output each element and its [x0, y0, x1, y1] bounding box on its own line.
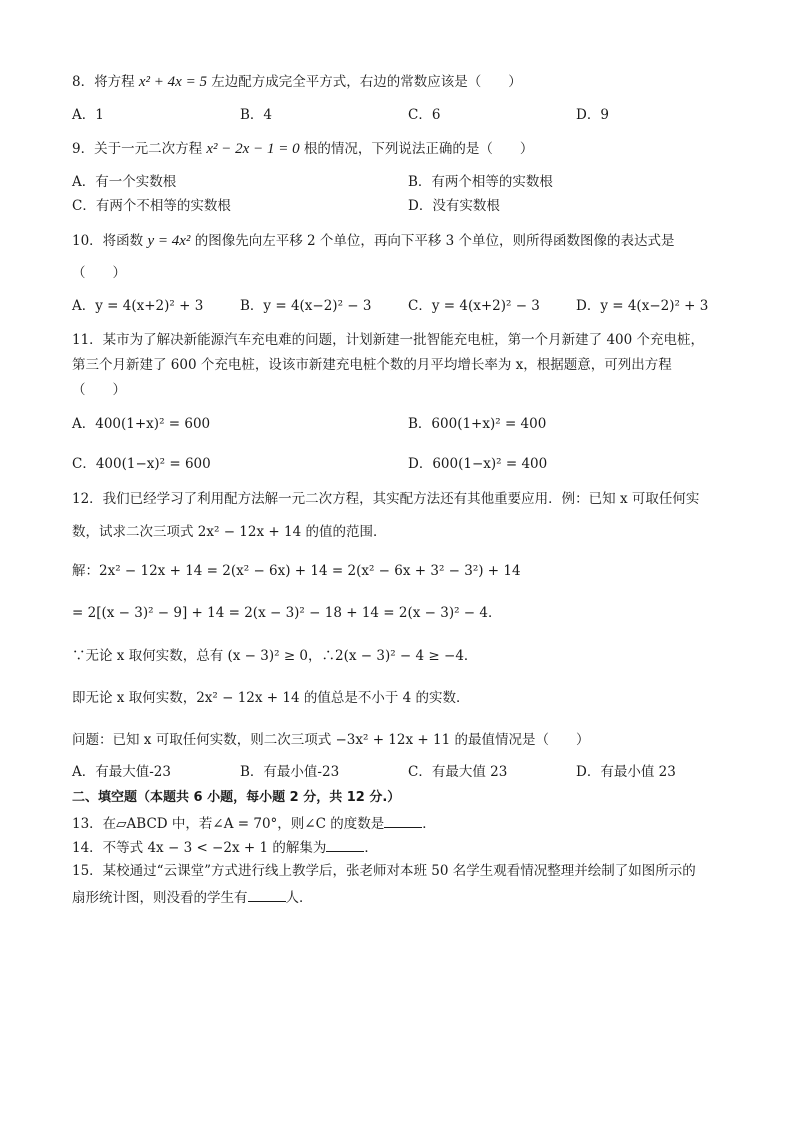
q14-answer-blank[interactable] — [326, 837, 364, 852]
q10-option-d: D．y = 4(x−2)² + 3 — [576, 298, 709, 314]
q13-stem — [72, 813, 436, 834]
q12-solution-1: 解：2x² − 12x + 14 = 2(x² − 6x) + 14 = 2(x² − 6x + 3² − 3²) + 14 — [72, 563, 521, 579]
q15-end: 人． — [285, 890, 313, 906]
q10-option-b: B．y = 4(x−2)² − 3 — [240, 298, 372, 314]
q14-end: ． — [364, 840, 378, 856]
q11-option-a: A．400(1+x)² = 600 — [72, 416, 211, 432]
q15-line2: 扇形统计图，则没看的学生有 — [72, 890, 248, 906]
q8-option-d: D．9 — [576, 107, 609, 123]
q12-solution-3: ∵无论 x 取何实数，总有 (x − 3)² ≥ 0，∴2(x − 3)² − 4 ≥ −4． — [72, 648, 478, 664]
q11-option-d: D．600(1−x)² = 400 — [408, 456, 548, 472]
q11-line2: 第三个月新建了 600 个充电桩，设该市新建充电桩个数的月平均增长率为 x，根据题意，可列出方程 — [72, 357, 672, 373]
q10-stem — [72, 231, 675, 251]
q8-option-c: C．6 — [408, 107, 441, 123]
q13-answer-blank[interactable] — [384, 813, 422, 828]
q9-option-b: B．有两个相等的实数根 — [408, 174, 553, 190]
section-2-heading: 二、填空题（本题共 6 小题，每小题 2 分，共 12 分.） — [72, 790, 401, 805]
q9-prefix: 9．关于一元二次方程 — [72, 141, 203, 157]
q12-option-c: C．有最大值 23 — [408, 764, 508, 780]
q9-option-d: D．没有实数根 — [408, 198, 500, 214]
q8-suffix: 左边配方成完全平方式，右边的常数应该是（ ） — [211, 74, 522, 90]
q9-option-c: C．有两个不相等的实数根 — [72, 198, 231, 214]
q12-option-a: A．有最大值-23 — [72, 764, 171, 780]
q8-option-a: A．1 — [72, 107, 104, 123]
q9-stem — [72, 139, 533, 159]
q9-suffix: 根的情况，下列说法正确的是（ ） — [303, 141, 534, 157]
q8-equation: x² + 4x = 5 — [138, 74, 207, 90]
q8-prefix: 8．将方程 — [72, 74, 135, 90]
q10-suffix: 的图像先向左平移 2 个单位，再向下平移 3 个单位，则所得函数图像的表达式是 — [194, 233, 675, 249]
q10-equation: y = 4x² — [147, 233, 191, 249]
q15-line1: 15．某校通过“云课堂”方式进行线上教学后，张老师对本班 50 名学生观看情况整理并绘制了如图所示的 — [72, 863, 696, 879]
q12-line2: 数，试求二次三项式 2x² − 12x + 14 的值的范围． — [72, 524, 387, 540]
q11-paren: （ ） — [72, 382, 126, 398]
q13-text: 13．在▱ABCD 中，若∠A = 70°，则∠C 的度数是 — [72, 816, 385, 832]
q12-option-b: B．有最小值-23 — [240, 764, 340, 780]
q11-line1: 11．某市为了解决新能源汽车充电难的问题，计划新建一批智能充电桩，第一个月新建了 400 个充电桩， — [72, 332, 705, 348]
q12-question: 问题：已知 x 可取任何实数，则二次三项式 −3x² + 12x + 11 的最值情况是（ ） — [72, 732, 590, 748]
q15-line2-wrap — [72, 887, 313, 908]
q12-solution-4: 即无论 x 取何实数，2x² − 12x + 14 的值总是不小于 4 的实数． — [72, 690, 470, 706]
q10-option-a: A．y = 4(x+2)² + 3 — [72, 298, 204, 314]
q8-stem — [72, 72, 522, 92]
q9-option-a: A．有一个实数根 — [72, 174, 177, 190]
q13-end: ． — [422, 816, 436, 832]
q12-line1: 12．我们已经学习了利用配方法解一元二次方程，其实配方法还有其他重要应用．例：已知 x 可取任何实 — [72, 491, 700, 507]
q10-option-c: C．y = 4(x+2)² − 3 — [408, 298, 540, 314]
q9-equation: x² − 2x − 1 = 0 — [206, 141, 300, 157]
q10-prefix: 10．将函数 — [72, 233, 144, 249]
q14-text: 14．不等式 4x − 3 < −2x + 1 的解集为 — [72, 840, 327, 856]
q12-solution-2: = 2[(x − 3)² − 9] + 14 = 2(x − 3)² − 18 + 14 = 2(x − 3)² − 4． — [72, 605, 502, 621]
q12-option-d: D．有最小值 23 — [576, 764, 676, 780]
q11-option-c: C．400(1−x)² = 600 — [72, 456, 211, 472]
q14-stem — [72, 837, 378, 858]
q10-paren: （ ） — [72, 265, 126, 281]
q11-option-b: B．600(1+x)² = 400 — [408, 416, 547, 432]
q8-option-b: B．4 — [240, 107, 273, 123]
q15-answer-blank[interactable] — [248, 887, 286, 902]
